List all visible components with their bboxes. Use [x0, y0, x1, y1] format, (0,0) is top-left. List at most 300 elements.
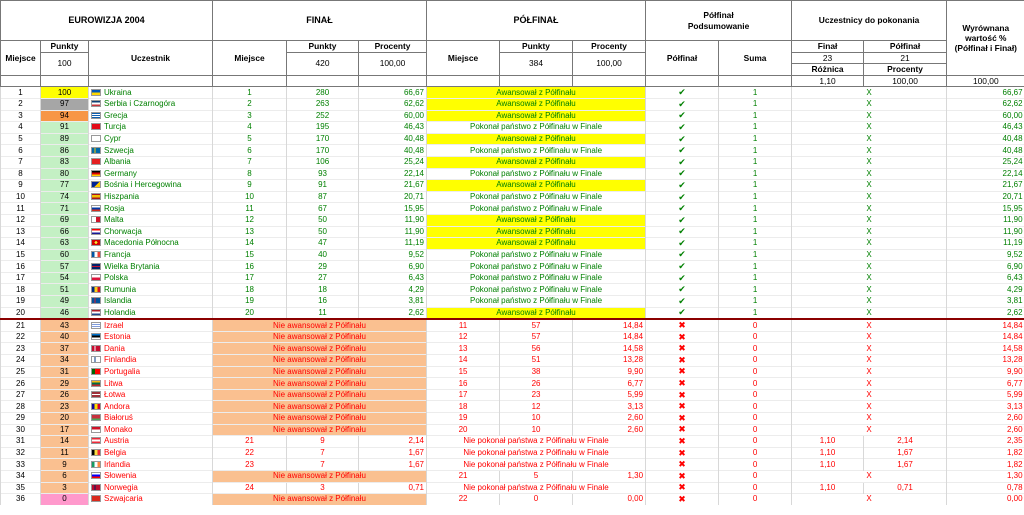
- col-place: Miejsce: [1, 41, 41, 76]
- weighted-value: 46,43: [947, 122, 1024, 134]
- sum: 0: [719, 401, 792, 413]
- place: 28: [1, 401, 41, 413]
- table-row: [1, 482, 1024, 494]
- col-final-place: Miejsce: [213, 41, 287, 76]
- participant: Norwegia: [89, 482, 213, 494]
- final-place: 15: [213, 249, 287, 261]
- semi-place: 14: [427, 355, 500, 367]
- sum: 1: [719, 203, 792, 215]
- col-final-percent: Procenty: [359, 41, 427, 53]
- sum: 0: [719, 494, 792, 505]
- place: 17: [1, 272, 41, 284]
- participant: Hiszpania: [89, 191, 213, 203]
- weighted-value: 25,24: [947, 156, 1024, 168]
- table-row: [1, 133, 1024, 145]
- beat-mark: X: [792, 238, 947, 250]
- flag-icon: [91, 309, 101, 316]
- flag-icon: [91, 89, 101, 96]
- final-place: 19: [213, 296, 287, 308]
- points: 31: [41, 366, 89, 378]
- final-status: Nie awansował z Półfinału: [213, 331, 427, 343]
- flag-icon: [91, 472, 101, 479]
- beat-mark: X: [792, 343, 947, 355]
- place: 19: [1, 296, 41, 308]
- weighted-value: 11,90: [947, 214, 1024, 226]
- points: 49: [41, 296, 89, 308]
- final-points: 263: [287, 98, 359, 110]
- sum: 1: [719, 261, 792, 273]
- table-row: [1, 401, 1024, 413]
- points: 26: [41, 389, 89, 401]
- points: 9: [41, 459, 89, 471]
- table-row: [1, 168, 1024, 180]
- cross-icon: ✖: [646, 343, 719, 355]
- check-icon: ✔: [646, 98, 719, 110]
- flag-icon: [91, 158, 101, 165]
- weighted-value: 13,28: [947, 355, 1024, 367]
- semi-place: 18: [427, 401, 500, 413]
- participant: Francja: [89, 249, 213, 261]
- final-percent: 2,14: [359, 436, 427, 448]
- check-icon: ✔: [646, 249, 719, 261]
- final-points: 27: [287, 272, 359, 284]
- final-points: 11: [287, 307, 359, 319]
- table-row: [1, 470, 1024, 482]
- semi-place: 16: [427, 378, 500, 390]
- final-points: 280: [287, 87, 359, 99]
- points: 80: [41, 168, 89, 180]
- semi-status: Pokonał państwo z Półfinału w Finale: [427, 168, 646, 180]
- final-place: 21: [213, 436, 287, 448]
- col-polfinal: Półfinał: [646, 41, 719, 76]
- cross-icon: ✖: [646, 459, 719, 471]
- table-row: [1, 261, 1024, 273]
- final-points: 50: [287, 214, 359, 226]
- flag-icon: [91, 322, 101, 329]
- sum: 0: [719, 447, 792, 459]
- place: 27: [1, 389, 41, 401]
- sum: 1: [719, 238, 792, 250]
- cross-icon: ✖: [646, 319, 719, 331]
- final-points: 67: [287, 203, 359, 215]
- semi-status: Awansował z Półfinału: [427, 307, 646, 319]
- final-place: 8: [213, 168, 287, 180]
- weighted-value: 1,82: [947, 459, 1024, 471]
- final-percent: 11,90: [359, 226, 427, 238]
- place: 14: [1, 238, 41, 250]
- points: 66: [41, 226, 89, 238]
- check-icon: ✔: [646, 214, 719, 226]
- sum: 0: [719, 378, 792, 390]
- participant: Szwecja: [89, 145, 213, 157]
- weighted-value: 60,00: [947, 110, 1024, 122]
- percent-label: Procenty: [864, 64, 947, 76]
- participant: Bośnia i Hercegowina: [89, 180, 213, 192]
- points: 60: [41, 249, 89, 261]
- weighted-value: 3,13: [947, 401, 1024, 413]
- final-place: 13: [213, 226, 287, 238]
- beat-percent: 100,00: [864, 75, 947, 87]
- cross-icon: ✖: [646, 424, 719, 436]
- weighted-value: 14,58: [947, 343, 1024, 355]
- participant: Irlandia: [89, 459, 213, 471]
- beat-mark: X: [792, 296, 947, 308]
- semi-points-total: 384: [500, 52, 573, 75]
- place: 34: [1, 470, 41, 482]
- sum: 0: [719, 424, 792, 436]
- semi-percent: 2,60: [573, 424, 646, 436]
- final-percent: 25,24: [359, 156, 427, 168]
- table-row: [1, 145, 1024, 157]
- check-icon: ✔: [646, 191, 719, 203]
- flag-icon: [91, 495, 101, 502]
- participant: Rumunia: [89, 284, 213, 296]
- participant: Belgia: [89, 447, 213, 459]
- final-place: 24: [213, 482, 287, 494]
- beat-mark: X: [792, 424, 947, 436]
- final-points: 40: [287, 249, 359, 261]
- weighted-value: 9,90: [947, 366, 1024, 378]
- participant: Białoruś: [89, 413, 213, 425]
- final-points: 91: [287, 180, 359, 192]
- participant: Dania: [89, 343, 213, 355]
- flag-icon: [91, 380, 101, 387]
- semi-status: Pokonał państwo z Półfinału w Finale: [427, 249, 646, 261]
- place: 4: [1, 122, 41, 134]
- semi-status: Awansował z Półfinału: [427, 133, 646, 145]
- final-place: 17: [213, 272, 287, 284]
- check-icon: ✔: [646, 284, 719, 296]
- place: 16: [1, 261, 41, 273]
- table-row: [1, 307, 1024, 319]
- cross-icon: ✖: [646, 494, 719, 505]
- participant: Turcja: [89, 122, 213, 134]
- col-sum: Suma: [719, 41, 792, 76]
- final-place: 2: [213, 98, 287, 110]
- final-percent: 6,90: [359, 261, 427, 273]
- participant: Ukraina: [89, 87, 213, 99]
- final-percent: 62,62: [359, 98, 427, 110]
- sum: 1: [719, 272, 792, 284]
- beat-mark: X: [792, 249, 947, 261]
- final-percent: 11,19: [359, 238, 427, 250]
- sum: 1: [719, 156, 792, 168]
- semi-points: 56: [500, 343, 573, 355]
- beat-mark: X: [792, 413, 947, 425]
- semi-place: 22: [427, 494, 500, 505]
- participant: Holandia: [89, 307, 213, 319]
- weighted-value: 5,99: [947, 389, 1024, 401]
- place: 30: [1, 424, 41, 436]
- beat-mark: X: [792, 226, 947, 238]
- semi-status: Pokonał państwo z Półfinału w Finale: [427, 122, 646, 134]
- beat-final: 1,10: [792, 459, 864, 471]
- check-icon: ✔: [646, 145, 719, 157]
- weighted-value: 2,60: [947, 424, 1024, 436]
- beat-mark: X: [792, 145, 947, 157]
- final-place: 16: [213, 261, 287, 273]
- beat-semi: 1,67: [864, 459, 947, 471]
- final-points: 106: [287, 156, 359, 168]
- place: 35: [1, 482, 41, 494]
- semi-header: PÓŁFINAŁ: [427, 1, 646, 41]
- place: 15: [1, 249, 41, 261]
- table-row: [1, 214, 1024, 226]
- points: 6: [41, 470, 89, 482]
- col-beat-final: Finał: [792, 41, 864, 53]
- sum: 0: [719, 413, 792, 425]
- flag-icon: [91, 205, 101, 212]
- flag-icon: [91, 333, 101, 340]
- final-percent: 9,52: [359, 249, 427, 261]
- flag-icon: [91, 216, 101, 223]
- flag-icon: [91, 449, 101, 456]
- points: 43: [41, 319, 89, 331]
- points: 86: [41, 145, 89, 157]
- sum: 0: [719, 436, 792, 448]
- beat-mark: X: [792, 284, 947, 296]
- points: 20: [41, 413, 89, 425]
- flag-icon: [91, 100, 101, 107]
- semi-percent: 1,30: [573, 470, 646, 482]
- flag-icon: [91, 461, 101, 468]
- points: 37: [41, 343, 89, 355]
- points: 83: [41, 156, 89, 168]
- col-beat-semi: Półfinał: [864, 41, 947, 53]
- cross-icon: ✖: [646, 401, 719, 413]
- sum: 0: [719, 470, 792, 482]
- beat-mark: X: [792, 261, 947, 273]
- weighted-value: 0,00: [947, 494, 1024, 505]
- place: 1: [1, 87, 41, 99]
- table-row: [1, 459, 1024, 471]
- participant: Cypr: [89, 133, 213, 145]
- beat-mark: X: [792, 122, 947, 134]
- semi-status: Pokonał państwo z Półfinału w Finale: [427, 261, 646, 273]
- weighted-value: 40,48: [947, 145, 1024, 157]
- table-title: EUROWIZJA 2004: [1, 1, 213, 41]
- cross-icon: ✖: [646, 378, 719, 390]
- place: 20: [1, 307, 41, 319]
- cross-icon: ✖: [646, 482, 719, 494]
- sum: 1: [719, 191, 792, 203]
- semi-percent: 6,77: [573, 378, 646, 390]
- final-place: 20: [213, 307, 287, 319]
- participant: Portugalia: [89, 366, 213, 378]
- final-place: 11: [213, 203, 287, 215]
- semi-status: Awansował z Półfinału: [427, 98, 646, 110]
- points: 97: [41, 98, 89, 110]
- check-icon: ✔: [646, 156, 719, 168]
- flag-icon: [91, 297, 101, 304]
- final-status: Nie awansował z Półfinału: [213, 378, 427, 390]
- place: 23: [1, 343, 41, 355]
- participant: Polska: [89, 272, 213, 284]
- beat-semi: 0,71: [864, 482, 947, 494]
- place: 32: [1, 447, 41, 459]
- cross-icon: ✖: [646, 470, 719, 482]
- weighted-value: 66,67: [947, 87, 1024, 99]
- col-final-points: Punkty: [287, 41, 359, 53]
- points: 46: [41, 307, 89, 319]
- points: 23: [41, 401, 89, 413]
- weighted-value: 9,52: [947, 249, 1024, 261]
- final-points: 252: [287, 110, 359, 122]
- table-row: [1, 156, 1024, 168]
- col-participant: Uczestnik: [89, 41, 213, 76]
- final-percent: 20,71: [359, 191, 427, 203]
- sum: 1: [719, 87, 792, 99]
- check-icon: ✔: [646, 110, 719, 122]
- final-percent: 2,62: [359, 307, 427, 319]
- final-status: Nie awansował z Półfinału: [213, 319, 427, 331]
- place: 7: [1, 156, 41, 168]
- weighted-total: 100,00: [947, 75, 1024, 87]
- check-icon: ✔: [646, 272, 719, 284]
- semi-place: 12: [427, 331, 500, 343]
- check-icon: ✔: [646, 307, 719, 319]
- col-semi-points: Punkty: [500, 41, 573, 53]
- beat-mark: X: [792, 168, 947, 180]
- participant: Rosja: [89, 203, 213, 215]
- semi-points: 10: [500, 413, 573, 425]
- table-row: [1, 436, 1024, 448]
- table-row: [1, 296, 1024, 308]
- check-icon: ✔: [646, 180, 719, 192]
- flag-icon: [91, 414, 101, 421]
- place: 22: [1, 331, 41, 343]
- semi-status: Awansował z Półfinału: [427, 87, 646, 99]
- final-place: 23: [213, 459, 287, 471]
- participant: Andora: [89, 401, 213, 413]
- final-points: 16: [287, 296, 359, 308]
- beat-mark: X: [792, 180, 947, 192]
- sum: 1: [719, 307, 792, 319]
- final-status: Nie awansował z Półfinału: [213, 343, 427, 355]
- final-status: Nie awansował z Półfinału: [213, 424, 427, 436]
- final-place: 7: [213, 156, 287, 168]
- beat-final: 1,10: [792, 447, 864, 459]
- flag-icon: [91, 368, 101, 375]
- semi-status: Nie pokonał państwa z Półfinału w Finale: [427, 459, 646, 471]
- semi-percent: 0,00: [573, 494, 646, 505]
- semi-status: Awansował z Półfinału: [427, 238, 646, 250]
- semi-status: Pokonał państwo z Półfinału w Finale: [427, 296, 646, 308]
- beat-semi-count: 21: [864, 52, 947, 64]
- max-points: 100: [41, 52, 89, 75]
- semi-place: 17: [427, 389, 500, 401]
- final-status: Nie awansował z Półfinału: [213, 494, 427, 505]
- weighted-value: 1,82: [947, 447, 1024, 459]
- sum: 1: [719, 249, 792, 261]
- beat-mark: X: [792, 87, 947, 99]
- place: 9: [1, 180, 41, 192]
- weighted-value: 2,60: [947, 413, 1024, 425]
- place: 3: [1, 110, 41, 122]
- final-place: 14: [213, 238, 287, 250]
- place: 8: [1, 168, 41, 180]
- final-points: 7: [287, 447, 359, 459]
- semi-status: Awansował z Półfinału: [427, 214, 646, 226]
- semi-status: Awansował z Półfinału: [427, 180, 646, 192]
- final-points: 170: [287, 133, 359, 145]
- flag-icon: [91, 170, 101, 177]
- points: 57: [41, 261, 89, 273]
- final-percent: 66,67: [359, 87, 427, 99]
- semi-place: 13: [427, 343, 500, 355]
- points: 17: [41, 424, 89, 436]
- sum: 0: [719, 482, 792, 494]
- check-icon: ✔: [646, 87, 719, 99]
- check-icon: ✔: [646, 261, 719, 273]
- check-icon: ✔: [646, 133, 719, 145]
- weighted-header: Wyrównana wartość % (Półfinał i Finał): [947, 1, 1024, 76]
- semi-points: 0: [500, 494, 573, 505]
- flag-icon: [91, 403, 101, 410]
- beat-mark: X: [792, 401, 947, 413]
- final-percent-total: 100,00: [359, 52, 427, 75]
- final-place: 22: [213, 447, 287, 459]
- place: 18: [1, 284, 41, 296]
- table-row: [1, 191, 1024, 203]
- flag-icon: [91, 112, 101, 119]
- weighted-value: 11,90: [947, 226, 1024, 238]
- beat-mark: X: [792, 191, 947, 203]
- beat-final: 1,10: [792, 436, 864, 448]
- flag-icon: [91, 147, 101, 154]
- participant: Albania: [89, 156, 213, 168]
- weighted-value: 6,77: [947, 378, 1024, 390]
- beat-mark: X: [792, 307, 947, 319]
- flag-icon: [91, 123, 101, 130]
- col-points: Punkty: [41, 41, 89, 53]
- final-points: 50: [287, 226, 359, 238]
- semi-points: 57: [500, 319, 573, 331]
- final-place: 9: [213, 180, 287, 192]
- semi-points: 38: [500, 366, 573, 378]
- flag-icon: [91, 391, 101, 398]
- final-status: Nie awansował z Półfinału: [213, 401, 427, 413]
- participant: Grecja: [89, 110, 213, 122]
- sum: 0: [719, 331, 792, 343]
- cross-icon: ✖: [646, 331, 719, 343]
- weighted-value: 6,90: [947, 261, 1024, 273]
- table-row: [1, 331, 1024, 343]
- beat-mark: X: [792, 331, 947, 343]
- place: 33: [1, 459, 41, 471]
- points: 74: [41, 191, 89, 203]
- weighted-value: 0,78: [947, 482, 1024, 494]
- beat-mark: X: [792, 494, 947, 505]
- table-row: [1, 366, 1024, 378]
- participant: Chorwacja: [89, 226, 213, 238]
- table-row: [1, 284, 1024, 296]
- col-semi-percent: Procenty: [573, 41, 646, 53]
- place: 11: [1, 203, 41, 215]
- final-status: Nie awansował z Półfinału: [213, 470, 427, 482]
- semi-status: Pokonał państwo z Półfinału w Finale: [427, 203, 646, 215]
- table-row: [1, 122, 1024, 134]
- points: 77: [41, 180, 89, 192]
- weighted-value: 1,30: [947, 470, 1024, 482]
- final-place: 5: [213, 133, 287, 145]
- beat-final: 1,10: [792, 482, 864, 494]
- sum: 1: [719, 133, 792, 145]
- table-row: [1, 180, 1024, 192]
- table-row: [1, 447, 1024, 459]
- final-place: 6: [213, 145, 287, 157]
- flag-icon: [91, 286, 101, 293]
